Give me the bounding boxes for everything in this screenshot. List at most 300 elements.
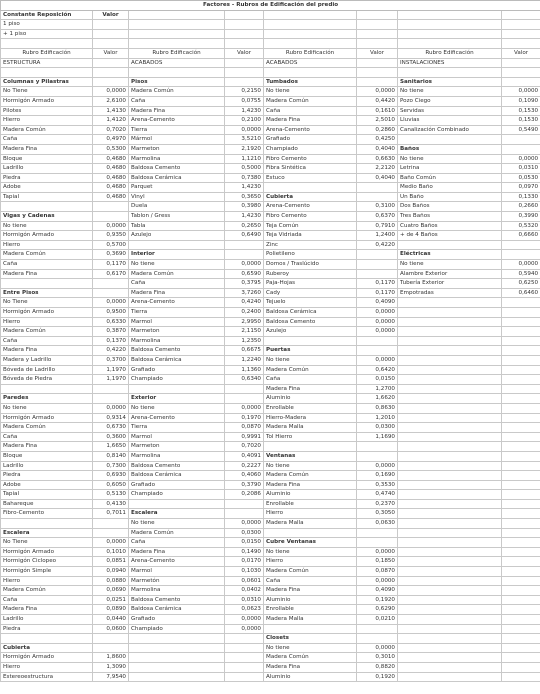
item-value xyxy=(357,192,398,202)
col-head-value: Valor xyxy=(225,48,264,58)
item-label: Parquet xyxy=(129,183,225,193)
item-label: Caña xyxy=(1,595,93,605)
group-label: ACABADOS xyxy=(129,58,225,68)
item-label: Marmeton xyxy=(129,442,225,452)
item-label: No tiene xyxy=(398,87,502,97)
item-label: Hierro xyxy=(1,116,93,126)
item-label xyxy=(398,615,502,625)
item-value: 0,0940 xyxy=(93,567,129,577)
item-value: 0,0000 xyxy=(357,327,398,337)
item-value: 0,8140 xyxy=(93,451,129,461)
table-row xyxy=(1,355,540,365)
item-value: 0,2860 xyxy=(357,125,398,135)
table-row xyxy=(1,423,540,433)
item-label: Estereoestructura xyxy=(1,672,93,682)
section-heading: Baños xyxy=(398,144,502,154)
table-row xyxy=(1,298,540,308)
table-row xyxy=(1,576,540,586)
table-row xyxy=(1,173,540,183)
item-label: Hierro xyxy=(264,509,357,519)
table-row xyxy=(1,164,540,174)
item-value: 0,0000 xyxy=(502,260,540,270)
item-label: Madera Común xyxy=(264,471,357,481)
item-value: 0,6930 xyxy=(93,471,129,481)
item-value xyxy=(502,375,540,385)
item-value: 0,0870 xyxy=(225,423,264,433)
item-label: Marmeton xyxy=(129,327,225,337)
item-label: Tapial xyxy=(1,192,93,202)
item-value: 0,5700 xyxy=(93,240,129,250)
item-value xyxy=(502,480,540,490)
item-value: 1,4230 xyxy=(225,183,264,193)
table-row xyxy=(1,662,540,672)
item-value: 0,4740 xyxy=(357,490,398,500)
table-row xyxy=(1,595,540,605)
item-label: Bahareque xyxy=(1,499,93,509)
section-heading: Eléctricas xyxy=(398,250,502,260)
item-label: Medio Baño xyxy=(398,183,502,193)
item-value xyxy=(502,538,540,548)
item-value: 0,0623 xyxy=(225,605,264,615)
item-label: No tiene xyxy=(264,87,357,97)
item-value: 1,2240 xyxy=(225,355,264,365)
item-label xyxy=(398,567,502,577)
item-label: Teja Vidriada xyxy=(264,231,357,241)
section-heading: Escalera xyxy=(129,509,225,519)
item-value xyxy=(502,403,540,413)
item-value: 0,3050 xyxy=(357,509,398,519)
item-value: 1,4130 xyxy=(93,106,129,116)
item-value: 0,6050 xyxy=(93,480,129,490)
item-value: 1,6620 xyxy=(357,394,398,404)
item-label: Marmolina xyxy=(129,451,225,461)
item-label: Caña xyxy=(264,576,357,586)
item-label xyxy=(398,672,502,682)
table-row xyxy=(1,192,540,202)
item-label: Fibro-Cemento xyxy=(1,509,93,519)
item-value xyxy=(502,355,540,365)
table-row xyxy=(1,240,540,250)
item-label xyxy=(398,557,502,567)
item-label: Madera Fina xyxy=(129,288,225,298)
item-label: Hierro xyxy=(1,317,93,327)
item-value: 0,6330 xyxy=(93,317,129,327)
item-value: 0,0000 xyxy=(357,87,398,97)
item-value: 0,4970 xyxy=(93,135,129,145)
item-value: 0,6370 xyxy=(357,212,398,222)
section-heading: Exterior xyxy=(129,394,225,404)
table-row xyxy=(1,557,540,567)
item-value: 0,0000 xyxy=(93,538,129,548)
item-label xyxy=(398,662,502,672)
item-value: 0,2100 xyxy=(225,116,264,126)
item-value xyxy=(225,240,264,250)
item-value xyxy=(357,269,398,279)
section-heading: Escalera xyxy=(1,528,93,538)
table-row xyxy=(1,413,540,423)
constant-label: Constante Reposición xyxy=(1,10,93,20)
item-label: Hierro xyxy=(1,576,93,586)
item-label: Enrollable xyxy=(264,403,357,413)
item-value: 0,3700 xyxy=(93,355,129,365)
item-value: 0,5940 xyxy=(502,269,540,279)
item-value xyxy=(502,240,540,250)
item-label: Madera Común xyxy=(264,567,357,577)
item-label xyxy=(129,499,225,509)
item-label: Dos Baños xyxy=(398,202,502,212)
item-label: Arena-Cemento xyxy=(129,413,225,423)
item-value: 0,4090 xyxy=(357,298,398,308)
item-label: Marmol xyxy=(129,317,225,327)
item-value xyxy=(502,528,540,538)
table-row xyxy=(1,87,540,97)
item-label: Fibro Cemento xyxy=(264,154,357,164)
item-value: 0,6675 xyxy=(225,346,264,356)
item-label: Tres Baños xyxy=(398,212,502,222)
item-value xyxy=(502,547,540,557)
table-row xyxy=(1,154,540,164)
item-value: 0,1170 xyxy=(357,279,398,289)
constant-row-label: + 1 piso xyxy=(1,29,93,39)
table-row xyxy=(1,288,540,298)
item-label: Lluvias xyxy=(398,116,502,126)
item-value: 0,0000 xyxy=(357,317,398,327)
item-label: Champiado xyxy=(264,144,357,154)
item-value xyxy=(93,212,129,222)
item-label: Adobe xyxy=(1,183,93,193)
item-label: No tiene xyxy=(264,643,357,653)
col-head-label: Rubro Edificación xyxy=(1,48,93,58)
item-value: 0,6290 xyxy=(357,605,398,615)
table-row xyxy=(1,528,540,538)
item-label: Mármol xyxy=(129,135,225,145)
item-label: Hormigón Simple xyxy=(1,567,93,577)
item-value: 0,0000 xyxy=(502,87,540,97)
item-value: 0,0150 xyxy=(225,538,264,548)
item-label: Zinc xyxy=(264,240,357,250)
item-value: 0,0851 xyxy=(93,557,129,567)
item-value: 0,9314 xyxy=(93,413,129,423)
item-value: 1,1970 xyxy=(93,375,129,385)
constant-row xyxy=(1,29,540,39)
item-label: Baldosa Cemento xyxy=(129,164,225,174)
table-row xyxy=(1,672,540,682)
item-label: Marmol xyxy=(129,567,225,577)
item-value: 0,5130 xyxy=(93,490,129,500)
item-value: 1,2400 xyxy=(357,231,398,241)
item-value: 0,5320 xyxy=(502,221,540,231)
item-value xyxy=(502,595,540,605)
item-value: 2,2120 xyxy=(357,164,398,174)
item-value: 1,2700 xyxy=(357,384,398,394)
item-label: Madera Común xyxy=(1,423,93,433)
item-value xyxy=(93,519,129,529)
item-value xyxy=(357,451,398,461)
item-value: 0,1170 xyxy=(93,260,129,270)
item-label: Hormigón Armado xyxy=(1,308,93,318)
item-value: 0,2660 xyxy=(502,202,540,212)
item-label xyxy=(398,394,502,404)
item-value: 0,4090 xyxy=(357,586,398,596)
col-head-value: Valor xyxy=(502,48,540,58)
item-label: Caña xyxy=(129,96,225,106)
item-value: 1,8600 xyxy=(93,653,129,663)
item-label: Caña xyxy=(129,538,225,548)
item-value: 1,4230 xyxy=(225,212,264,222)
item-label: Madera Común xyxy=(264,96,357,106)
item-label xyxy=(129,384,225,394)
item-label xyxy=(129,68,225,78)
item-label: No tiene xyxy=(129,519,225,529)
item-label: Baldosa Cerámica xyxy=(129,605,225,615)
item-value xyxy=(502,653,540,663)
constant-header-row xyxy=(1,10,540,20)
item-label: Bloque xyxy=(1,451,93,461)
item-label: Tapial xyxy=(1,490,93,500)
item-label xyxy=(398,461,502,471)
item-label xyxy=(398,509,502,519)
item-value xyxy=(225,634,264,644)
item-label: Tierra xyxy=(129,308,225,318)
item-value xyxy=(502,634,540,644)
item-value xyxy=(225,509,264,519)
item-value: 0,3790 xyxy=(225,480,264,490)
item-value: 0,3650 xyxy=(225,192,264,202)
item-value xyxy=(502,327,540,337)
item-value xyxy=(225,653,264,663)
item-value: 1,4230 xyxy=(225,106,264,116)
item-label: Madera Fina xyxy=(1,442,93,452)
section-heading: Closets xyxy=(264,634,357,644)
item-label: Aluminio xyxy=(264,394,357,404)
item-label xyxy=(398,528,502,538)
item-label xyxy=(398,624,502,634)
item-value xyxy=(502,662,540,672)
item-value: 0,0000 xyxy=(93,403,129,413)
item-value xyxy=(502,346,540,356)
item-value: 0,0600 xyxy=(93,624,129,634)
item-label: Baldosa Cemento xyxy=(129,346,225,356)
item-value xyxy=(502,451,540,461)
table-row xyxy=(1,68,540,78)
item-value: 0,0755 xyxy=(225,96,264,106)
table-row xyxy=(1,202,540,212)
item-label: Caña xyxy=(1,135,93,145)
item-value xyxy=(225,384,264,394)
item-label xyxy=(1,384,93,394)
table-row xyxy=(1,327,540,337)
item-label: Bóveda de Ladrillo xyxy=(1,365,93,375)
item-label xyxy=(129,653,225,663)
item-value xyxy=(225,68,264,78)
item-label xyxy=(398,423,502,433)
item-value: 0,6590 xyxy=(225,269,264,279)
item-value xyxy=(502,586,540,596)
table-row xyxy=(1,77,540,87)
item-value: 0,2650 xyxy=(225,221,264,231)
item-value: 0,0310 xyxy=(502,164,540,174)
item-value: 0,3600 xyxy=(93,432,129,442)
table-row xyxy=(1,653,540,663)
item-value: 0,1530 xyxy=(502,116,540,126)
section-heading: Sanitarios xyxy=(398,77,502,87)
table-row xyxy=(1,375,540,385)
item-value xyxy=(357,336,398,346)
item-value: 0,1090 xyxy=(502,96,540,106)
section-heading: Columnas y Pilastras xyxy=(1,77,93,87)
column-header-row xyxy=(1,48,540,58)
item-value xyxy=(502,68,540,78)
table-row xyxy=(1,586,540,596)
item-label: Domos / Traslúcido xyxy=(264,260,357,270)
table-row xyxy=(1,308,540,318)
item-label: No tiene xyxy=(1,221,93,231)
item-value: 0,2086 xyxy=(225,490,264,500)
item-value xyxy=(502,423,540,433)
table-row xyxy=(1,212,540,222)
item-value: 0,6170 xyxy=(93,269,129,279)
item-label: Azulejo xyxy=(129,231,225,241)
table-row xyxy=(1,624,540,634)
table-row xyxy=(1,231,540,241)
item-label: Aluminio xyxy=(264,595,357,605)
item-value xyxy=(502,576,540,586)
item-value xyxy=(502,144,540,154)
item-value: 0,7300 xyxy=(93,461,129,471)
item-label: Madera Común xyxy=(129,528,225,538)
item-value: 0,6630 xyxy=(357,154,398,164)
item-value: 0,6340 xyxy=(225,375,264,385)
item-value: 0,0601 xyxy=(225,576,264,586)
item-label: Tierra xyxy=(129,423,225,433)
item-value: 0,2227 xyxy=(225,461,264,471)
item-label: Caña xyxy=(129,279,225,289)
item-label xyxy=(398,298,502,308)
item-label: Grafiado xyxy=(129,365,225,375)
item-value: 0,4060 xyxy=(225,471,264,481)
item-value xyxy=(357,538,398,548)
item-value xyxy=(357,183,398,193)
item-value xyxy=(502,519,540,529)
item-value: 0,4680 xyxy=(93,154,129,164)
item-label: Madera Fina xyxy=(264,116,357,126)
table-row xyxy=(1,432,540,442)
item-label xyxy=(398,432,502,442)
item-value: 0,4680 xyxy=(93,173,129,183)
title-row xyxy=(1,1,540,11)
item-value: 0,4680 xyxy=(93,164,129,174)
item-label: Alambre Exterior xyxy=(398,269,502,279)
item-label: Madera Común xyxy=(1,250,93,260)
item-label: Baldosa Cerámica xyxy=(129,355,225,365)
item-label xyxy=(398,605,502,615)
item-label: No tiene xyxy=(398,260,502,270)
item-label: Madera Malla xyxy=(264,423,357,433)
item-value: 0,7020 xyxy=(93,125,129,135)
item-value: 0,7910 xyxy=(357,221,398,231)
table-row xyxy=(1,269,540,279)
section-heading: Entre Pisos xyxy=(1,288,93,298)
table-row xyxy=(1,615,540,625)
item-label: Baldosa Cemento xyxy=(129,461,225,471)
item-label: No tiene xyxy=(398,154,502,164)
item-label xyxy=(398,595,502,605)
item-label: Marmol xyxy=(129,432,225,442)
item-label: Baldosa Cerámica xyxy=(129,173,225,183)
item-label: Hormigón Ciclopeo xyxy=(1,557,93,567)
group-label: INSTALACIONES xyxy=(398,58,502,68)
item-label xyxy=(264,624,357,634)
item-label: No Tiene xyxy=(1,298,93,308)
item-label xyxy=(398,547,502,557)
item-value xyxy=(502,643,540,653)
item-label: Arena-Cemento xyxy=(129,557,225,567)
item-value: 0,0310 xyxy=(225,595,264,605)
item-value xyxy=(225,643,264,653)
item-value xyxy=(225,499,264,509)
item-label: No tiene xyxy=(1,403,93,413)
item-value: 0,3990 xyxy=(502,212,540,222)
item-value: 0,0000 xyxy=(357,355,398,365)
item-label: Tejuelo xyxy=(264,298,357,308)
col-head-label: Rubro Edificación xyxy=(398,48,502,58)
table-row xyxy=(1,634,540,644)
table-row xyxy=(1,125,540,135)
item-value xyxy=(357,634,398,644)
item-value xyxy=(502,298,540,308)
item-label: No tiene xyxy=(264,355,357,365)
table-row xyxy=(1,490,540,500)
item-label: Azulejo xyxy=(264,327,357,337)
item-value: 0,0000 xyxy=(225,624,264,634)
item-value xyxy=(93,528,129,538)
item-label: Un Baño xyxy=(398,192,502,202)
item-label xyxy=(1,519,93,529)
item-label: Cady xyxy=(264,288,357,298)
item-label xyxy=(398,336,502,346)
item-value: 0,3795 xyxy=(225,279,264,289)
item-value: 0,9991 xyxy=(225,432,264,442)
item-value: 0,7380 xyxy=(225,173,264,183)
item-label: Madera Fina xyxy=(1,605,93,615)
item-label: Tablon / Gress xyxy=(129,212,225,222)
item-value xyxy=(93,77,129,87)
item-value xyxy=(357,260,398,270)
table-row xyxy=(1,221,540,231)
item-value: 0,6250 xyxy=(502,279,540,289)
item-label: Madera Fina xyxy=(1,144,93,154)
item-label: Hormigón Armado xyxy=(1,231,93,241)
item-value xyxy=(357,624,398,634)
item-value: 0,4220 xyxy=(357,240,398,250)
item-label: Madera Fina xyxy=(129,106,225,116)
item-value: 0,4420 xyxy=(357,96,398,106)
item-label: Grafiado xyxy=(264,135,357,145)
item-value: 2,1920 xyxy=(225,144,264,154)
item-label: Madera Malla xyxy=(264,615,357,625)
item-label: Baldosa Cerámica xyxy=(129,471,225,481)
item-value: 0,3690 xyxy=(93,250,129,260)
item-label: Champiado xyxy=(129,624,225,634)
item-label xyxy=(398,480,502,490)
item-label xyxy=(398,519,502,529)
item-value xyxy=(225,394,264,404)
item-value xyxy=(502,624,540,634)
item-value xyxy=(93,202,129,212)
item-value xyxy=(502,615,540,625)
item-value: 0,0150 xyxy=(357,375,398,385)
item-value: 0,3980 xyxy=(225,202,264,212)
